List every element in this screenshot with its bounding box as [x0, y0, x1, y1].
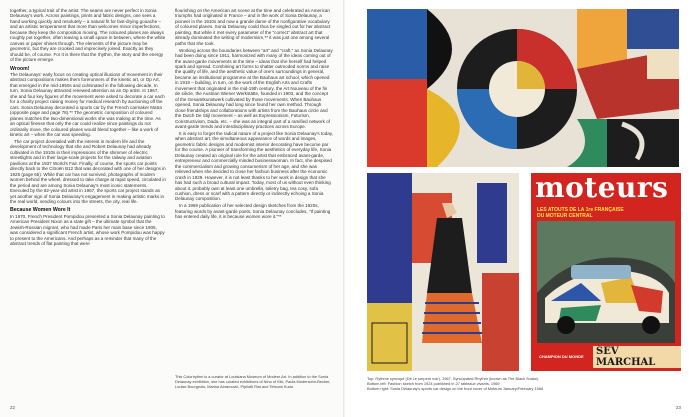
text-column-1	[10, 8, 166, 248]
fashion-sketch-svg	[367, 173, 519, 371]
paragraph: The Delaunays' early focus on creating optical illusions of movement in their abstract compositions makes them forerunners of the kinetic art, or Op Art, that emerged in the mid-1950s and culminated in the following decade. In turn, Sonia Delaunay attracted renewed attention as an Op artist. In 1967, she and four key figures of the movement were asked to decorate a car each for a charity project raising money for medical research by auctioning off the cars. Sonia Delaunay decorated a sports car by the French carmaker Matra (opposite page and page 78).** The geometric composition of coloured planes matches the two-dimensional works she was making at the time. As an optical finesse that only the car could realize since paintings do not ordinarily move, the coloured planes would blend together – like a work of kinetic art – when the car was speeding.	[10, 72, 165, 138]
page-number-left: 22	[10, 405, 16, 410]
section-heading: Wroom!	[10, 65, 30, 72]
paragraph: flourishing on the American art scene at the time and celebrated as American triumphs had originated in France – and in the work of Sonia Delaunay, a pioneer in the 1910s and now a grande dame of the nonfigurative vocabulary of coloured planes. Sonia Delaunay could thus be singled out for her abstract painting. But while it met every parameter of the "correct" abstract art that already dominated the writing of modernism,** it was just one among several paths that she took.	[175, 8, 331, 46]
paragraph: The car project dovetailed with the interest in modern life and the development of technology that she and Robert Delaunay had already cultivated in the 1910s in their impressions of the shimmer of electric streetlights and in their large-scale projects for the railway and aviation pavilions at the 1937 World's Fair. Finally, of course, the sports car points directly back to the Citroën B12 that was decorated with one of her designs in 1925 (page 65). While that car has not survived, photographs of modern women behind the wheel, dressed to take charge at rapid speed, circulated in the period and are among Sonia Delaunay's most iconic statements. Executed by the 82-year-old artist in 1967, the sports car project stands as yet another sign of Sonia Delaunay's engagement in making artistic marks in the real world, sending colours into the streets, the city, real life.	[10, 138, 166, 204]
section-heading: Because Women Wore It	[10, 207, 71, 214]
paragraph: In a 1969 publication of her selected design sketches from the 1920s, featuring words by avant-garde poets, Sonia Delaunay concludes, "If painting has entered daily life, it is because women wore it."**	[175, 203, 331, 220]
paragraph: Working across the boundaries between "art" and "craft," as Sonia Delaunay had been doing since 1911, harmonized with many of the ideas coming out of the avant-garde movements at the time – ideas that she herself had helped spark and spread. Combining art forms to shatter outmoded norms and raise the quality of life, and the aesthetic value of one's surroundings in general, became an institutional programme at the Bauhaus art school, which opened in 1919 – building, in turn, on the work of the English Arts and Crafts movement that originated in the mid-19th century, the Art Nouveau of the fin de siècle, the Austrian Wiener Werkstätte, founded in 1903, and the concept of the Gesamtkunstwerk cultivated by those movements. When Bauhaus opened, Sonia Delaunay had long since found her own method. Through close friendships and collaborations with artists from the Bauhaus circle and the Dutch De Stijl movement – as well as Expressionism, Futurism, Constructivism, Dada, etc. – she was an integral part of a ramified network of avant-garde trends and interdisciplinary practices across Europe.	[175, 47, 333, 130]
page-number-right: 23	[675, 405, 681, 410]
magazine-sponsor-logo: SEV MARCHAL	[593, 346, 681, 368]
magazine-headline-1: LES ATOUTS DE LA 1re FRANÇAISE	[537, 207, 624, 213]
paragraph: together, a typical trait of the artist. The seams are never perfect in Sonia Delaunay's work. Across paintings, prints and fabric designs, one sees a hand working quickly and resolutely – a natural fit for fast-drying gouache – and an artistic temperament that more than welcomes minor imperfections, because they keep the composition moving. The coloured planes are always roughly put together, often leaving a small space in between, where the white canvas or paper shines through. The elements of the picture may be geometric, but they are crooked and imprecisely joined. Exactly as they should be, of course. For it is there that the rhythm, the story and the energy of the picture emerge.	[10, 8, 166, 63]
magazine-title: moteurs	[535, 173, 669, 204]
fashion-sketch-image	[367, 173, 519, 371]
left-page	[0, 0, 345, 417]
author-caption: This Colorhythm is a curator at Louisiana Museum of Modern Art. In addition to the Sonia Delaunay exhibition, she has curated exhibitions of Nina of Kiki, Paula Modersohn-Becker, Louise Bourgeois, Marina Abramović, Pipilotti Rist and Tetsumi Kudo.	[175, 374, 331, 389]
text-column-2	[175, 8, 333, 221]
abstract-painting-image	[367, 9, 679, 167]
caption-bottom-right: Bottom right: Sonia Delaunay's sports car design on the front cover of Moteurs January/February 1968	[367, 385, 544, 391]
image-captions	[367, 377, 685, 391]
magazine-footer-text: CHAMPION DU MONDE	[539, 354, 584, 359]
abstract-painting-svg	[367, 9, 679, 167]
car-photo-svg	[531, 173, 681, 371]
paragraph: In 1970, French President Pompidou presented a Sonia Delaunay painting to American President Nixon as a state gift – the ultimate symbol that the Jewish-Russian migrant, who had made Paris her main base since 1905, was considered a significant French artist, whose work Pompidou was happy to present to the Americans. And perhaps as a reminder that many of the abstract trends of flat painting that were	[10, 213, 165, 247]
right-page	[345, 0, 691, 417]
caption-top: Top: Rythme syncopé (Dit Le serpent noir), 1967. Syncopated Rhythm (known as The Black Snake)	[367, 376, 539, 381]
magazine-cover	[531, 173, 681, 371]
magazine-headline-2: DU MOTEUR CENTRAL	[537, 213, 593, 219]
caption-bottom-left: Bottom left: Fashion sketch from 1924 published in 27 tableaux vivants, 1969	[367, 380, 500, 386]
paragraph: It is easy to forget the radical nature of a project like Sonia Delaunay's today, when abstract art, the simultaneous appearance of words and images, geometric fabric designs and modernist interior decorating have become par for the course. A pioneer of transforming the aesthetics of everyday life, Sonia Delaunay created an original role for the artist that embraced avant-garde, entrepreneur and commercially minded businesswoman. In fact, she despised the commercialism and growing consumerism of her age, and she was relieved when she decided to close her fashion business after the economic crash in 1929. However, it is not least thanks to her work in design that she has had such a broad cultural impact. Today, most of us without even thinking about it, probably own at least one umbrella, toiletry bag, tea cosy, sofa cushion, dress or scarf with a pattern directly or indirectly echoing a Sonia Delaunay composition.	[175, 130, 333, 202]
